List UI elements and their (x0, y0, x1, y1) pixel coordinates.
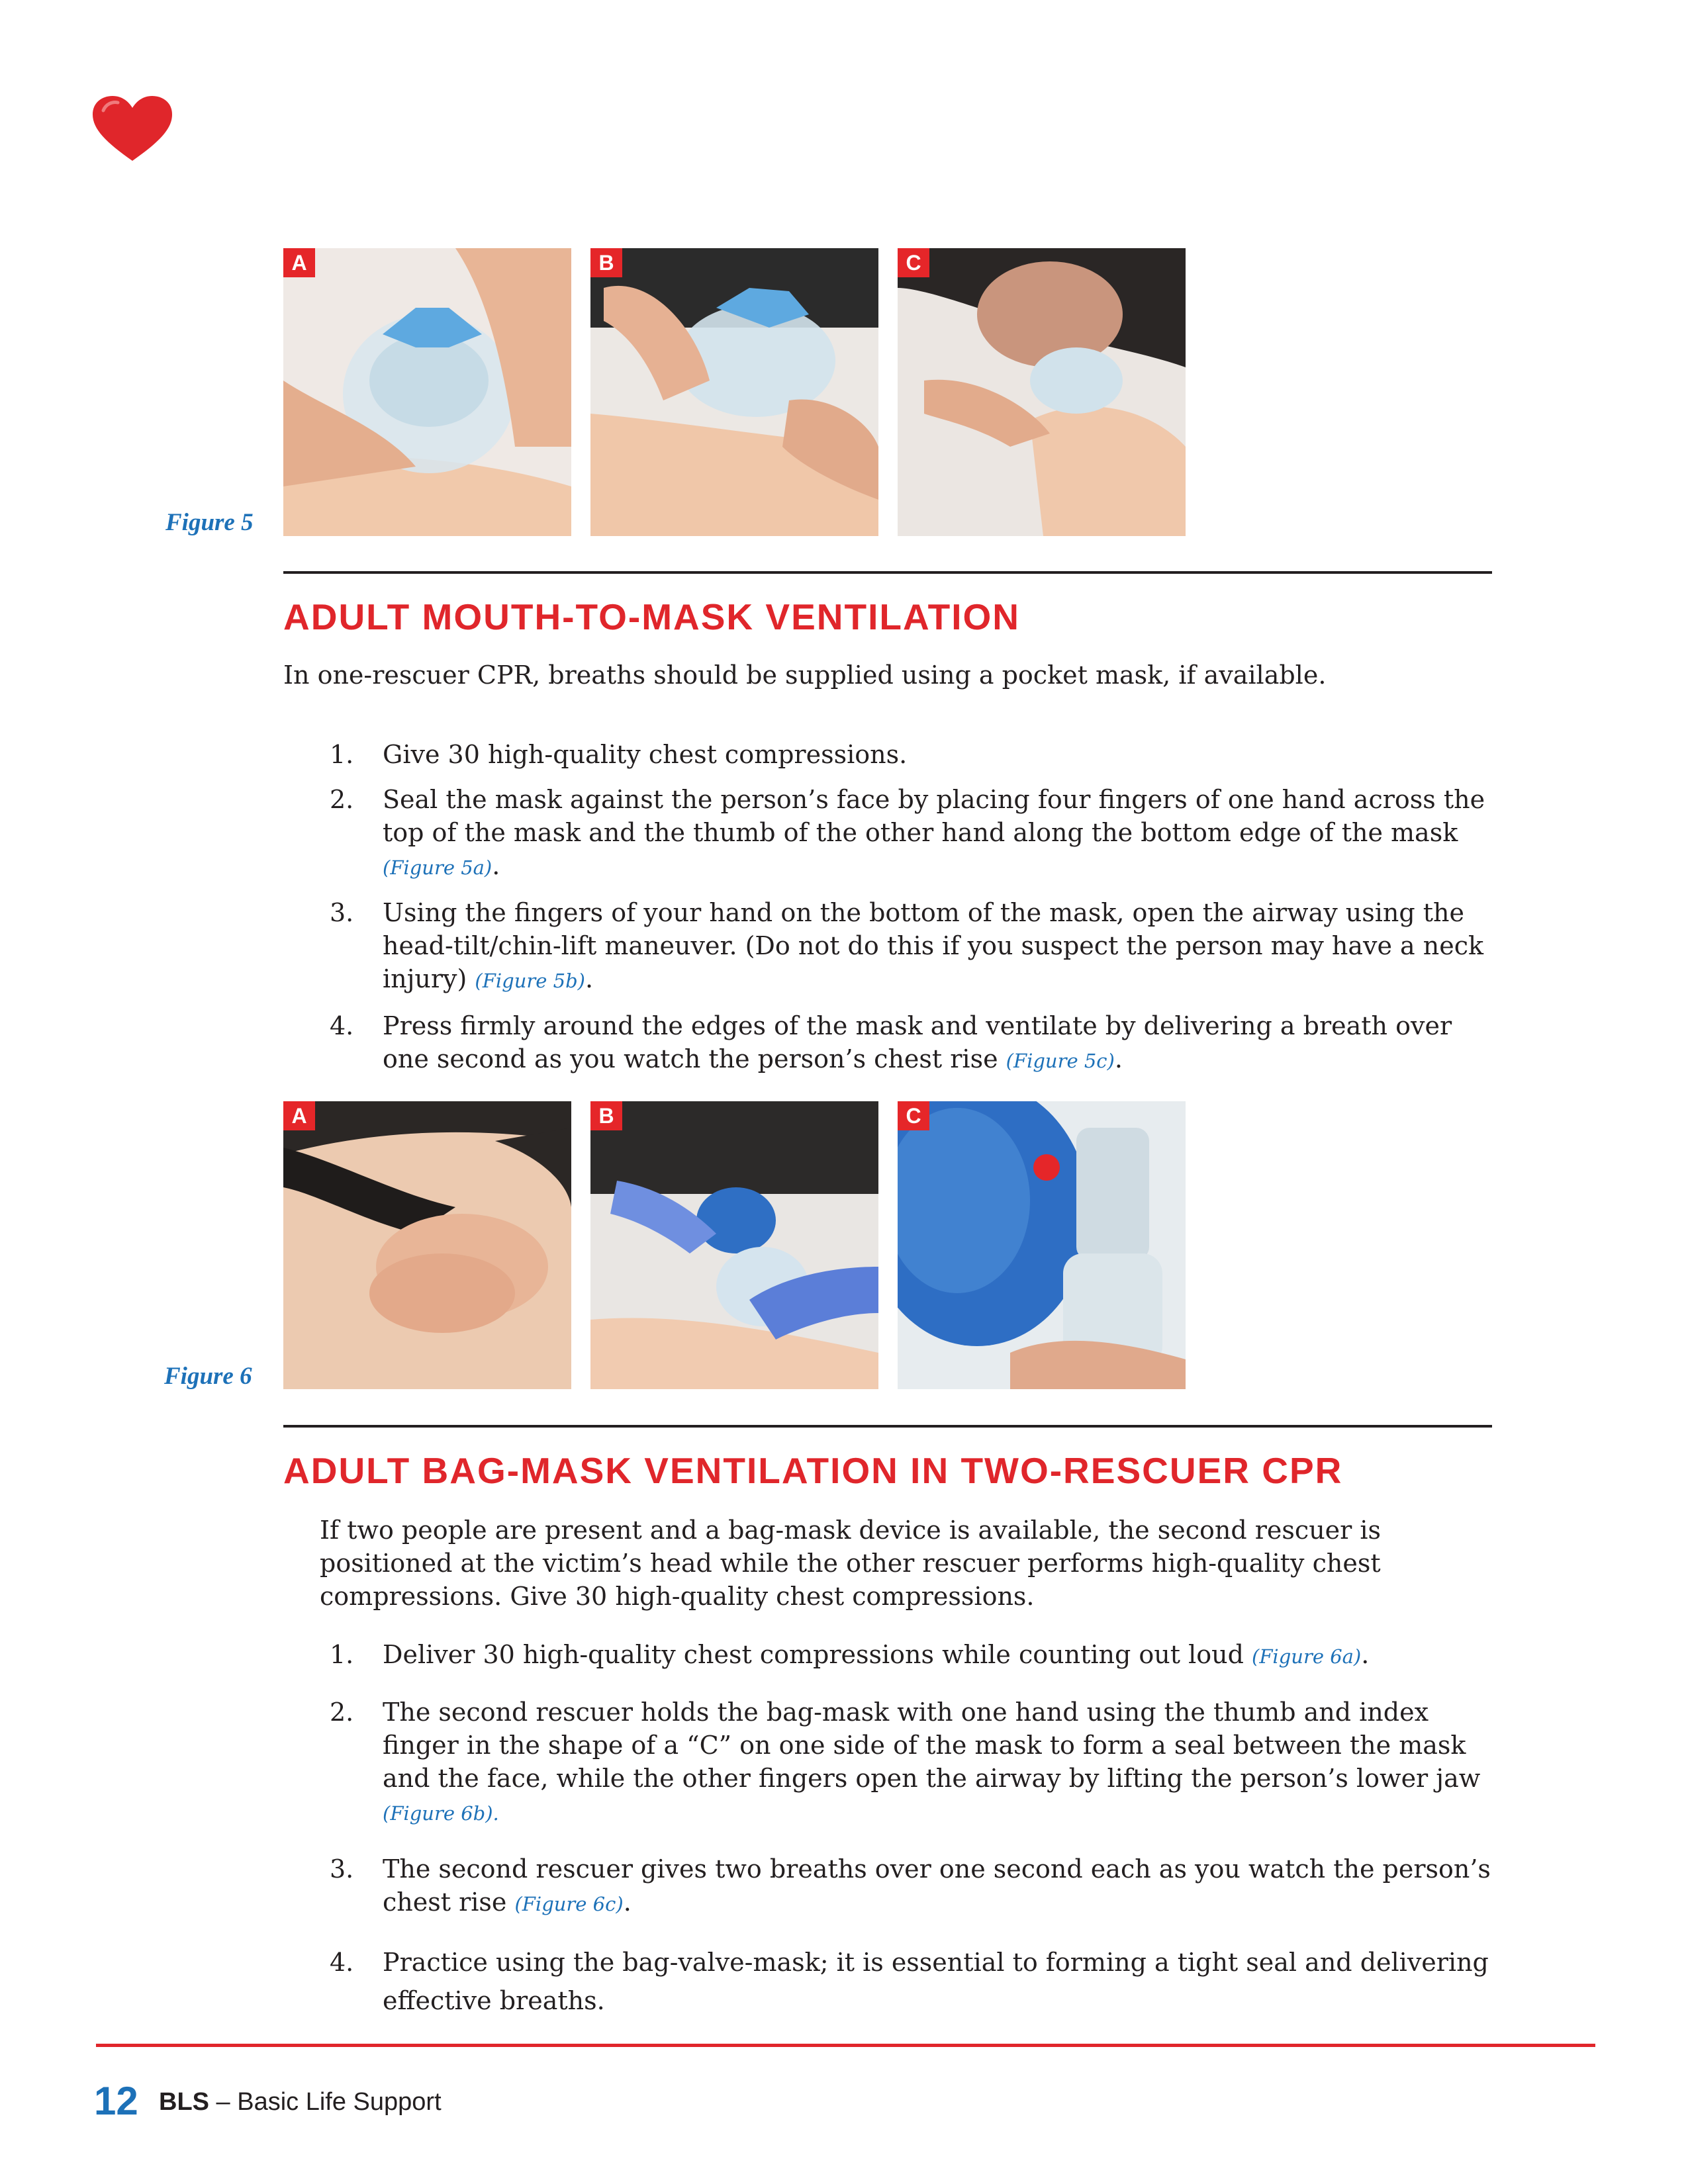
section-intro: If two people are present and a bag-mask device is available, the second rescuer is positioned at the victim’s head while the other rescuer performs high-quality chest compressions. Give 30 high-quality chest compressions. (320, 1516, 1382, 1611)
list-item (283, 1696, 1501, 1830)
list-item (283, 783, 1501, 884)
figure-5-label: Figure 5 (165, 509, 254, 536)
step-number: 4. (330, 1948, 354, 1977)
figure-5c-photo (898, 248, 1186, 536)
step-text: Practice using the bag-valve-mask; it is essential to forming a tight seal and delivering effective breaths. (383, 1948, 1489, 2015)
step-punctuation: . (585, 964, 594, 993)
figure-reference: (Figure 6c) (514, 1893, 624, 1915)
panel-badge: B (590, 248, 622, 277)
list-item (283, 1009, 1501, 1077)
figure-6-label: Figure 6 (164, 1363, 252, 1390)
step-text: Give 30 high-quality chest compressions. (383, 740, 908, 769)
list-item (283, 1943, 1501, 2020)
mouth-to-mask-steps (283, 738, 1501, 1077)
section-heading-bag-mask: ADULT BAG-MASK VENTILATION IN TWO-RESCUER CPR (283, 1450, 1343, 1491)
figure-reference: (Figure 5c) (1006, 1050, 1115, 1072)
step-punctuation: . (1114, 1044, 1123, 1073)
list-item (283, 738, 1501, 771)
step-text: The second rescuer holds the bag-mask with one hand using the thumb and index finger in the shape of a “C” on one side of the mask to form a seal between the mask and the face, while the other fingers open the airway by lifting the person’s lower jaw (383, 1698, 1481, 1793)
page-number: 12 (94, 2079, 138, 2123)
step-punctuation: . (492, 851, 500, 880)
panel-badge: A (283, 1101, 315, 1130)
section-divider (283, 571, 1492, 574)
figure-reference: (Figure 6a) (1252, 1645, 1362, 1668)
step-number: 3. (330, 1854, 354, 1884)
section-intro: In one-rescuer CPR, breaths should be supplied using a pocket mask, if available. (283, 660, 1327, 690)
figure-6a-photo (283, 1101, 571, 1389)
figure-6c-photo (898, 1101, 1186, 1389)
step-number: 2. (330, 785, 354, 814)
step-punctuation: . (623, 1888, 632, 1917)
figure-reference: (Figure 6b). (383, 1802, 499, 1825)
step-text: Press firmly around the edges of the mask and ventilate by delivering a breath over one second as you watch the person’s chest rise (383, 1011, 1452, 1073)
step-text: Seal the mask against the person’s face by placing four fingers of one hand across the top of the mask and the thumb of the other hand along the bottom edge of the mask (383, 785, 1485, 847)
step-text: The second rescuer gives two breaths over one second each as you watch the person’s chest rise (383, 1854, 1491, 1917)
figure-reference: (Figure 5b) (475, 970, 585, 992)
footer-divider (96, 2044, 1595, 2047)
figure-6b-photo (590, 1101, 878, 1389)
step-number: 1. (330, 740, 354, 769)
panel-badge: C (898, 248, 929, 277)
figure-reference: (Figure 5a) (383, 856, 492, 879)
panel-badge: B (590, 1101, 622, 1130)
footer-subtitle: – Basic Life Support (209, 2088, 442, 2116)
heart-icon (93, 96, 172, 162)
step-number: 3. (330, 898, 354, 927)
panel-badge: A (283, 248, 315, 277)
bag-mask-steps (283, 1638, 1501, 2020)
step-number: 2. (330, 1698, 354, 1727)
list-item (283, 896, 1501, 997)
figure-5a-photo (283, 248, 571, 536)
section-divider (283, 1425, 1492, 1428)
step-text: Using the fingers of your hand on the bottom of the mask, open the airway using the head-tilt/chin-lift maneuver. (Do not do this if you suspect the person may have a neck injury) (383, 898, 1484, 993)
step-number: 1. (330, 1640, 354, 1669)
list-item (283, 1638, 1501, 1673)
list-item (283, 1852, 1501, 1921)
panel-badge: C (898, 1101, 929, 1130)
step-punctuation: . (1361, 1640, 1370, 1669)
footer-brand: BLS (159, 2088, 209, 2116)
step-text: Deliver 30 high-quality chest compressions while counting out loud (383, 1640, 1252, 1669)
figure-5b-photo (590, 248, 878, 536)
step-number: 4. (330, 1011, 354, 1040)
footer-title (159, 2088, 442, 2116)
section-heading-mouth-to-mask: ADULT MOUTH-TO-MASK VENTILATION (283, 596, 1020, 637)
